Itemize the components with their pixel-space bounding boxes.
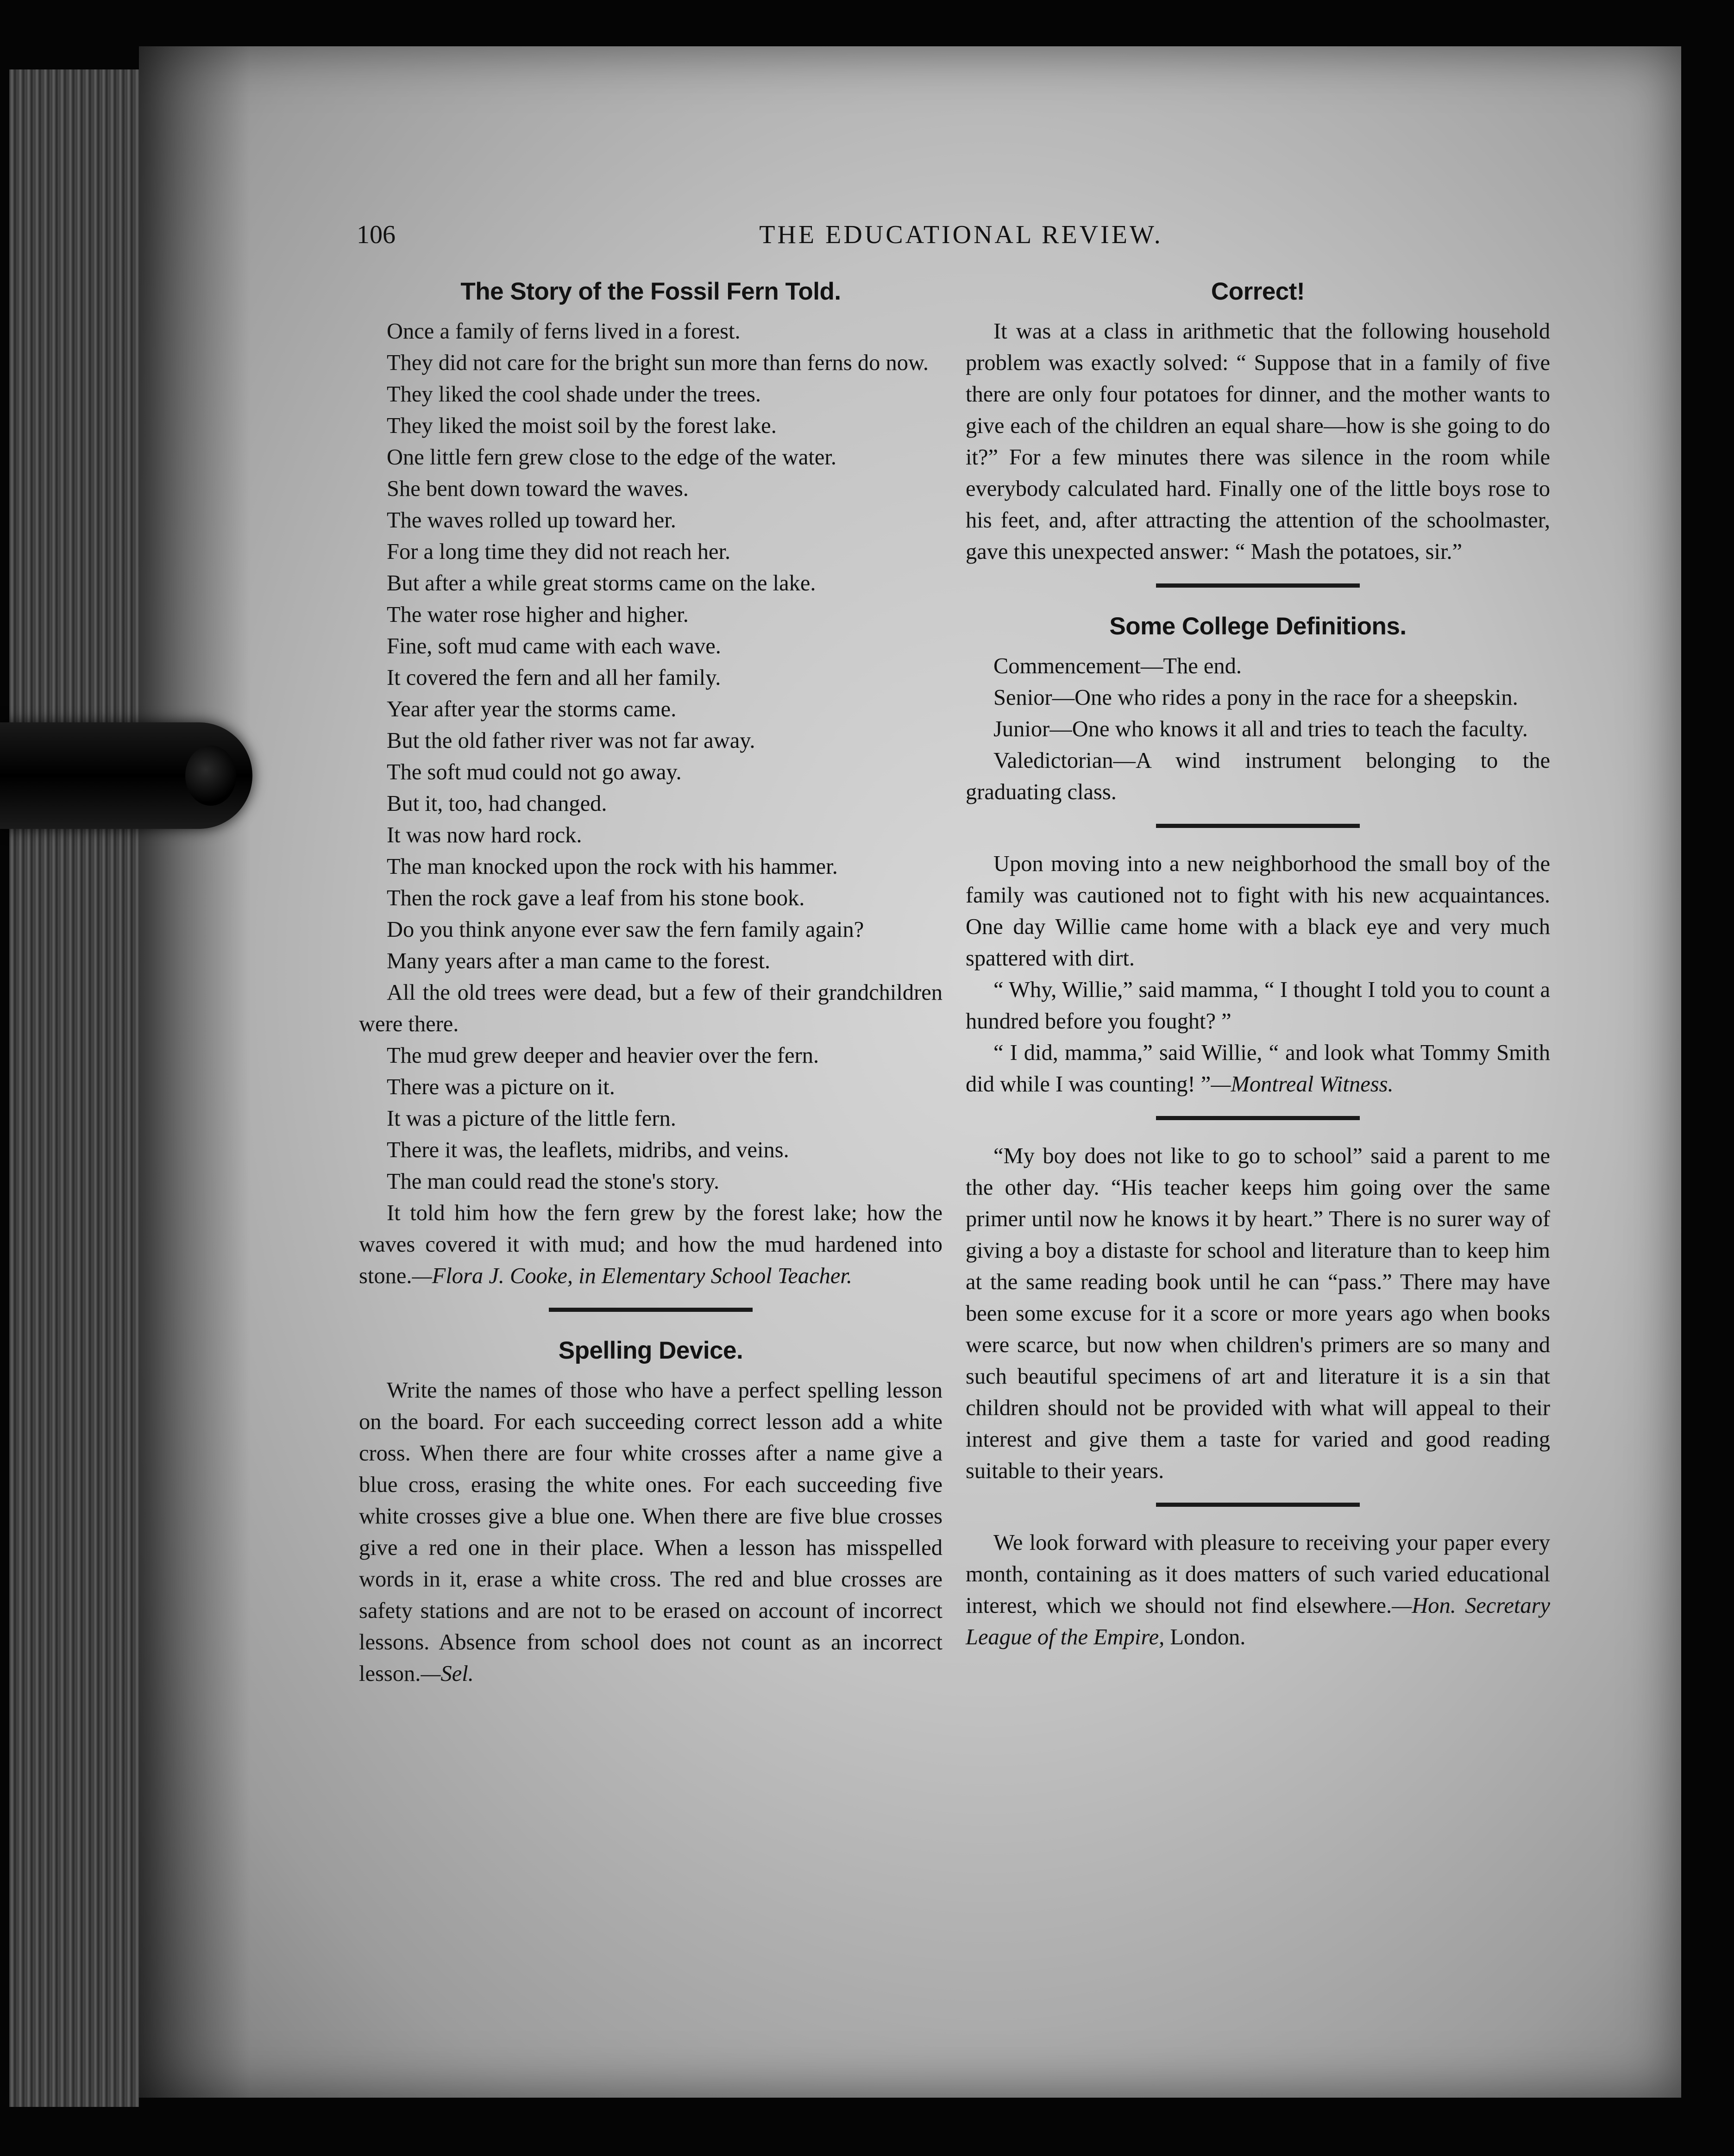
section-divider [1156,583,1360,588]
section-divider [1156,1503,1360,1507]
article-line: One little fern grew close to the edge of the water. [387,445,836,470]
spine-shadow [139,46,250,2098]
right-column [966,273,1550,1653]
article-line: The water rose higher and higher. [387,602,689,627]
article-correct [966,273,1550,568]
article-paragraph [966,1527,1550,1653]
page-header [357,220,1565,257]
article-spelling-device [359,1332,942,1690]
definition-item: Valedictorian—A wind instrument belonging to the graduating class. [966,748,1550,804]
running-title: THE EDUCATIONAL REVIEW. [759,220,1163,249]
article-title: The Story of the Fossil Fern Told. [460,278,841,305]
article-line: For a long time they did not reach her. [387,539,731,564]
article-paragraph: “ Why, Willie,” said mamma, “ I thought I told you to count a hundred before you fought? ” [966,978,1550,1034]
article-line: They liked the cool shade under the trees. [387,382,761,407]
book-page-edges [9,69,139,2107]
article-line: There was a picture on it. [387,1075,615,1099]
article-line: But it, too, had changed. [387,791,607,816]
article-line: It covered the fern and all her family. [387,665,721,690]
article-title: Some College Definitions. [1109,613,1407,640]
definition-item: Senior—One who rides a pony in the race for a sheepskin. [993,685,1518,710]
article-line: Year after year the storms came. [387,697,677,721]
article-line: Many years after a man came to the forest. [387,949,771,973]
article-paragraph: “My boy does not like to go to school” said a parent to me the other day. “His teacher keeps him going over the same primer until now he knows it by heart.” There is no surer way of giving a boy a distaste for school and literature than to keep him at the same reading book until he can “pass.” There may have been some excuse for it a score or more years ago when books were scarce, but now when children's primers are so many and such beautiful specimens of art and literature it is a sin that children should not be provided with what will appeal to their interest and give them a taste for varied and good reading suitable to their years. [966,1144,1550,1483]
article-line: They did not care for the bright sun more than ferns do now. [387,351,929,375]
article-line: The soft mud could not go away. [387,760,682,784]
article-line: There it was, the leaflets, midribs, and veins. [387,1138,789,1162]
article-line: It was a picture of the little fern. [387,1106,676,1131]
article-source: —Hon. Secretary League of the Empire, [966,1593,1550,1649]
definition-item: Commencement—The end. [993,654,1242,678]
article-line: The man could read the stone's story. [387,1169,720,1194]
article-title: Spelling Device. [558,1337,743,1364]
article-line: But after a while great storms came on the lake. [387,571,816,595]
article-line: The mud grew deeper and heavier over the fern. [387,1043,819,1068]
article-source: —Sel. [421,1661,474,1686]
article-line: The waves rolled up toward her. [387,508,676,533]
article-line: Do you think anyone ever saw the fern family again? [387,917,864,942]
article-line: All the old trees were dead, but a few of their grandchildren were there. [359,980,942,1036]
article-fossil-fern [359,273,942,1292]
binder-clip-hole [185,746,236,806]
article-source: —Flora J. Cooke, in Elementary School Teacher. [412,1264,853,1288]
article-line: Then the rock gave a leaf from his stone book. [387,886,805,910]
page-number: 106 [357,220,396,249]
article-paragraph [359,1375,942,1690]
article-line: It was now hard rock. [387,823,582,847]
article-line: But the old father river was not far away. [387,728,755,753]
article-source-place: London. [1164,1625,1246,1649]
article-paragraph [966,1037,1550,1100]
article-line: The man knocked upon the rock with his hammer. [387,854,838,879]
article-source: —Montreal Witness. [1211,1072,1394,1097]
section-divider [1156,824,1360,828]
section-divider [549,1308,753,1312]
article-paragraph: Upon moving into a new neighborhood the small boy of the family was cautioned not to fight with his new acquaintances. One day Willie came home with a black eye and very much spattered with dirt. [966,852,1550,971]
article-willie [966,848,1550,1100]
article-text: We look forward with pleasure to receiving your paper every month, containing as it does matters of such varied educational interest, which we should not find elsewhere. [966,1530,1550,1618]
definition-item: Junior—One who knows it all and tries to teach the faculty. [993,717,1528,741]
article-title: Correct! [1211,278,1305,305]
article-college-definitions [966,608,1550,808]
article-closing-paragraph [359,1197,942,1292]
article-line: Once a family of ferns lived in a forest. [387,319,741,344]
article-text: Write the names of those who have a perfect spelling lesson on the board. For each succeeding correct lesson add a white cross. When there are four white crosses after a name give a blue cross, erasing the white ones. For each succeeding five white crosses give a blue one. When there are five blue crosses give a red one in their place. When a lesson has misspelled words in it, erase a white cross. The red and blue crosses are safety stations and are not to be erased on account of incorrect lessons. Absence from school does not count as an incorrect lesson. [359,1378,942,1686]
article-paragraph: It was at a class in arithmetic that the following household problem was exactly solved: “ Suppose that in a family of five there are only four potatoes for dinner, and the mother wants to give each of the children an equal share—how is she going to do it?” For a few minutes there was silence in the room while everybody calculated hard. Finally one of the little boys rose to his feet, and, after attracting the attention of the schoolmaster, gave this unexpected answer: “ Mash the potatoes, sir.” [966,319,1550,564]
article-school-primer [966,1141,1550,1487]
section-divider [1156,1116,1360,1120]
left-column [359,273,942,1690]
article-line: They liked the moist soil by the forest lake. [387,414,777,438]
article-line: Fine, soft mud came with each wave. [387,634,721,658]
article-text: It told him how the fern grew by the forest lake; how the waves covered it with mud; and how the mud hardened into stone. [359,1201,942,1288]
article-line: She bent down toward the waves. [387,476,689,501]
article-text: “ I did, mamma,” said Willie, “ and look what Tommy Smith did while I was counting! ” [966,1040,1550,1097]
article-closing-letter [966,1527,1550,1653]
